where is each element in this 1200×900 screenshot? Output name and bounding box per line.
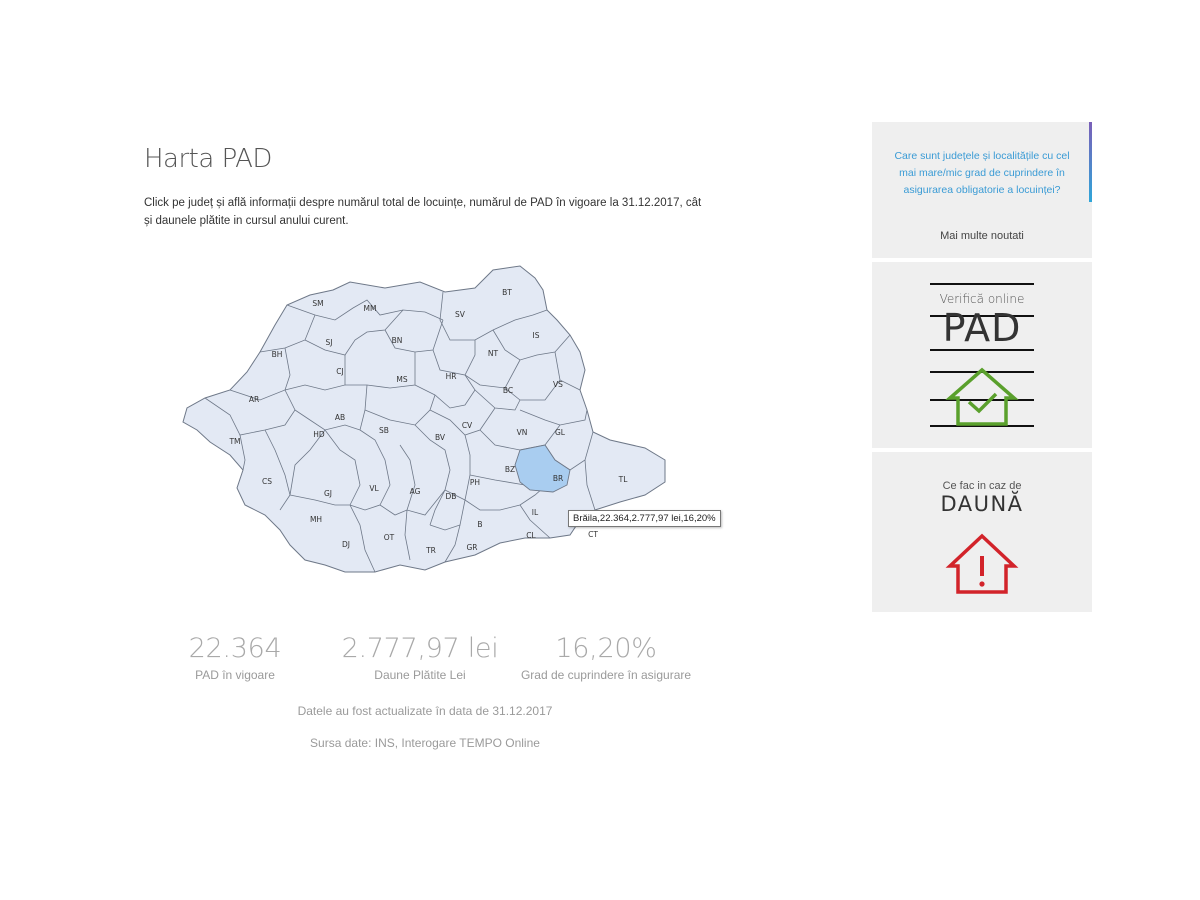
county-label-bv: BV bbox=[434, 433, 446, 442]
house-alert-icon bbox=[942, 532, 1022, 602]
county-label-b: B bbox=[477, 520, 483, 529]
county-label-sv: SV bbox=[455, 310, 465, 319]
county-label-ag: AG bbox=[409, 487, 421, 496]
county-label-is: IS bbox=[532, 331, 540, 340]
damage-banner[interactable] bbox=[872, 452, 1092, 612]
county-label-vl: VL bbox=[369, 484, 379, 493]
county-label-ms: MS bbox=[396, 375, 408, 384]
county-label-ct: CT bbox=[588, 530, 598, 539]
county-label-nt: NT bbox=[487, 349, 499, 358]
county-label-gl: GL bbox=[555, 428, 565, 437]
romania-county-map bbox=[175, 260, 675, 590]
county-label-sb: SB bbox=[379, 426, 389, 435]
page-title: Harta PAD bbox=[144, 144, 272, 174]
stat-daune bbox=[330, 633, 510, 682]
stat-pad-label: PAD în vigoare bbox=[195, 668, 275, 682]
verify-pad-banner[interactable] bbox=[872, 262, 1092, 448]
county-label-ot: OT bbox=[383, 533, 395, 542]
pad-title: PAD bbox=[942, 306, 1022, 350]
county-label-tm: TM bbox=[229, 437, 241, 446]
stat-grad-label: Grad de cuprindere în asigurare bbox=[520, 668, 692, 682]
stat-grad bbox=[506, 633, 706, 682]
county-label-il: IL bbox=[531, 508, 539, 517]
house-check-icon bbox=[942, 364, 1022, 430]
county-label-dj: DJ bbox=[342, 540, 350, 549]
intro-text: Click pe județ și află informații despre numărul total de locuințe, numărul de PAD în vigoare la 31.12.2017, cât și daunele plătite in cursul anului curent. bbox=[144, 197, 702, 227]
dauna-subtitle: Ce fac in caz de bbox=[942, 480, 1022, 492]
stat-grad-value: 16,20% bbox=[555, 633, 657, 664]
pad-subtitle: Verifică online bbox=[939, 292, 1025, 306]
county-label-hd: HD bbox=[313, 430, 325, 439]
stat-daune-value: 2.777,97 lei bbox=[341, 633, 499, 664]
map-svg bbox=[175, 260, 675, 590]
county-label-bh: BH bbox=[271, 350, 283, 359]
dauna-title: DAUNĂ bbox=[940, 492, 1024, 516]
scroll-accent-bar bbox=[1089, 122, 1092, 202]
county-label-mm: MM bbox=[363, 304, 377, 313]
county-label-ar: AR bbox=[248, 395, 260, 404]
county-tooltip: Brăila,22.364,2.777,97 lei,16,20% bbox=[568, 510, 721, 527]
stat-pad bbox=[160, 633, 310, 682]
county-label-ab: AB bbox=[334, 413, 346, 422]
county-label-sm: SM bbox=[312, 299, 324, 308]
county-label-cl: CL bbox=[526, 531, 536, 540]
county-label-bn: BN bbox=[391, 336, 403, 345]
county-label-cs: CS bbox=[262, 477, 272, 486]
county-label-gj: GJ bbox=[323, 489, 333, 498]
more-news-link[interactable]: Mai multe noutati bbox=[940, 230, 1024, 242]
county-label-mh: MH bbox=[309, 515, 323, 524]
county-label-tr: TR bbox=[426, 546, 436, 555]
source-note: Sursa date: INS, Interogare TEMPO Online bbox=[310, 736, 540, 750]
county-label-gr: GR bbox=[466, 543, 478, 552]
county-label-ph: PH bbox=[469, 478, 481, 487]
county-label-hr: HR bbox=[445, 372, 457, 381]
county-label-db: DB bbox=[445, 492, 457, 501]
stat-pad-value: 22.364 bbox=[188, 633, 282, 664]
sidebar bbox=[872, 122, 1092, 612]
news-link[interactable]: Care sunt județele și localitățile cu cel mai mare/mic grad de cuprindere în asigurarea obligatorie a locuinței? bbox=[894, 150, 1070, 196]
updated-note: Datele au fost actualizate în data de 31.12.2017 bbox=[297, 704, 553, 718]
county-label-bz: BZ bbox=[504, 465, 516, 474]
county-label-sj: SJ bbox=[325, 338, 333, 347]
news-panel bbox=[872, 122, 1092, 258]
county-label-cv: CV bbox=[461, 421, 473, 430]
county-label-cj: CJ bbox=[336, 367, 344, 376]
stat-daune-label: Daune Plătite Lei bbox=[374, 668, 466, 682]
county-label-bt: BT bbox=[502, 288, 512, 297]
county-label-tl: TL bbox=[618, 475, 628, 484]
county-label-br: BR bbox=[552, 474, 564, 483]
county-label-vn: VN bbox=[516, 428, 528, 437]
county-label-bc: BC bbox=[502, 386, 514, 395]
county-label-vs: VS bbox=[553, 380, 563, 389]
